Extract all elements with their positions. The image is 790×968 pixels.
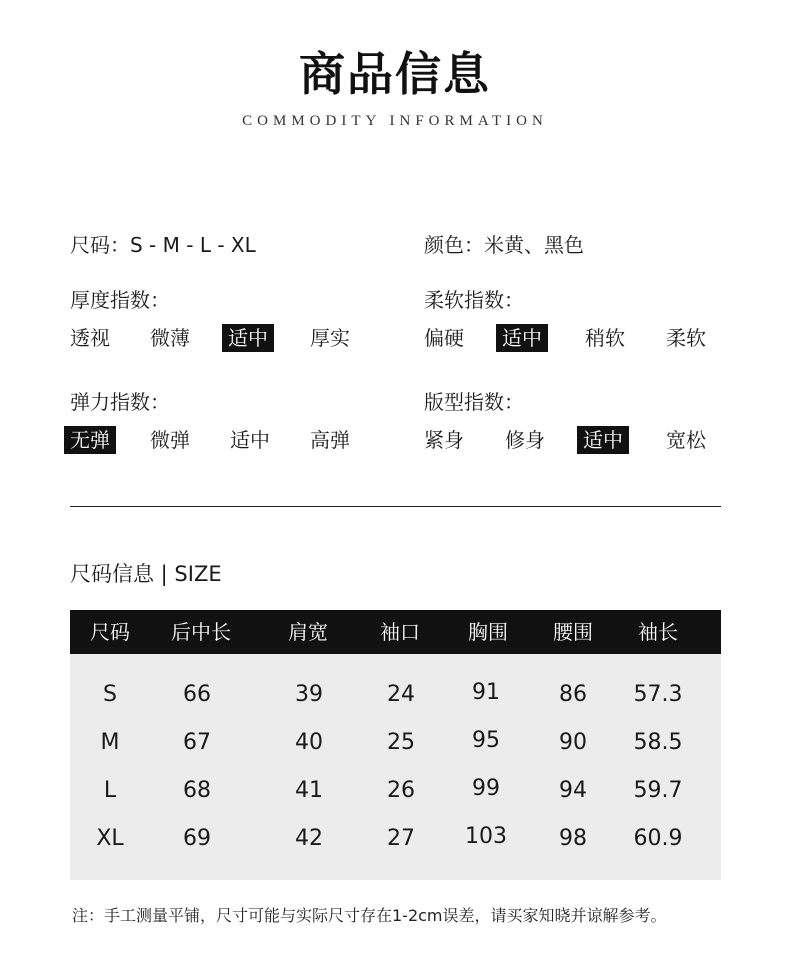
column-header-back-length: 后中长 [171, 620, 231, 644]
table-cell: XL [96, 826, 124, 851]
size-table-title: 尺码信息 | SIZE [70, 562, 222, 586]
fit-option: 修身 [505, 428, 545, 452]
column-header-chest: 胸围 [468, 620, 508, 644]
table-cell: M [100, 730, 120, 755]
softness-index-label: 柔软指数： [424, 288, 524, 312]
column-header-cuff: 袖口 [380, 620, 420, 644]
table-cell: 59.7 [633, 778, 683, 803]
column-header-shoulder: 肩宽 [288, 620, 328, 644]
fit-option: 紧身 [424, 428, 464, 452]
color-attribute: 颜色：米黄、黑色 [424, 233, 584, 257]
softness-option: 偏硬 [424, 326, 464, 350]
table-cell: 27 [387, 826, 415, 851]
table-cell: 99 [472, 776, 500, 801]
table-cell: 68 [183, 778, 211, 803]
measurement-note: 注：手工测量平铺，尺寸可能与实际尺寸存在1-2cm误差，请买家知晓并谅解参考。 [72, 906, 667, 925]
elasticity-option: 高弹 [310, 428, 350, 452]
softness-option-selected: 适中 [496, 324, 548, 352]
thickness-option: 透视 [70, 326, 110, 350]
table-cell: 95 [472, 728, 500, 753]
elasticity-option-selected: 无弹 [64, 426, 116, 454]
table-cell: L [103, 778, 117, 803]
fit-option: 宽松 [666, 428, 706, 452]
table-cell: 41 [295, 778, 323, 803]
thickness-index-label: 厚度指数： [70, 288, 170, 312]
size-attribute: 尺码：S - M - L - XL [70, 233, 256, 257]
softness-option: 稍软 [585, 326, 625, 350]
column-header-waist: 腰围 [553, 620, 593, 644]
elasticity-option: 微弹 [150, 428, 190, 452]
table-cell: 91 [472, 680, 500, 705]
fit-index-label: 版型指数： [424, 390, 524, 414]
table-cell: 24 [387, 682, 415, 707]
column-header-size: 尺码 [90, 620, 130, 644]
table-cell: S [103, 682, 117, 707]
table-cell: 67 [183, 730, 211, 755]
elasticity-option: 适中 [230, 428, 270, 452]
table-cell: 42 [295, 826, 323, 851]
softness-option: 柔软 [666, 326, 706, 350]
page-title: 商品信息 [299, 47, 491, 101]
table-cell: 39 [295, 682, 323, 707]
table-cell: 58.5 [633, 730, 683, 755]
table-cell: 94 [559, 778, 587, 803]
size-table-body [70, 654, 721, 880]
table-cell: 60.9 [633, 826, 683, 851]
table-cell: 103 [465, 824, 507, 849]
table-cell: 40 [295, 730, 323, 755]
page-subtitle: COMMODITY INFORMATION [242, 113, 548, 129]
table-cell: 90 [559, 730, 587, 755]
table-cell: 26 [387, 778, 415, 803]
table-cell: 25 [387, 730, 415, 755]
thickness-option-selected: 适中 [222, 324, 274, 352]
thickness-option: 微薄 [150, 326, 190, 350]
thickness-option: 厚实 [310, 326, 350, 350]
table-cell: 69 [183, 826, 211, 851]
column-header-sleeve: 袖长 [638, 620, 678, 644]
table-cell: 98 [559, 826, 587, 851]
table-cell: 57.3 [633, 682, 683, 707]
fit-option-selected: 适中 [577, 426, 629, 454]
size-table-header [70, 610, 721, 654]
section-divider [70, 506, 721, 507]
table-cell: 86 [559, 682, 587, 707]
table-cell: 66 [183, 682, 211, 707]
elasticity-index-label: 弹力指数： [70, 390, 170, 414]
